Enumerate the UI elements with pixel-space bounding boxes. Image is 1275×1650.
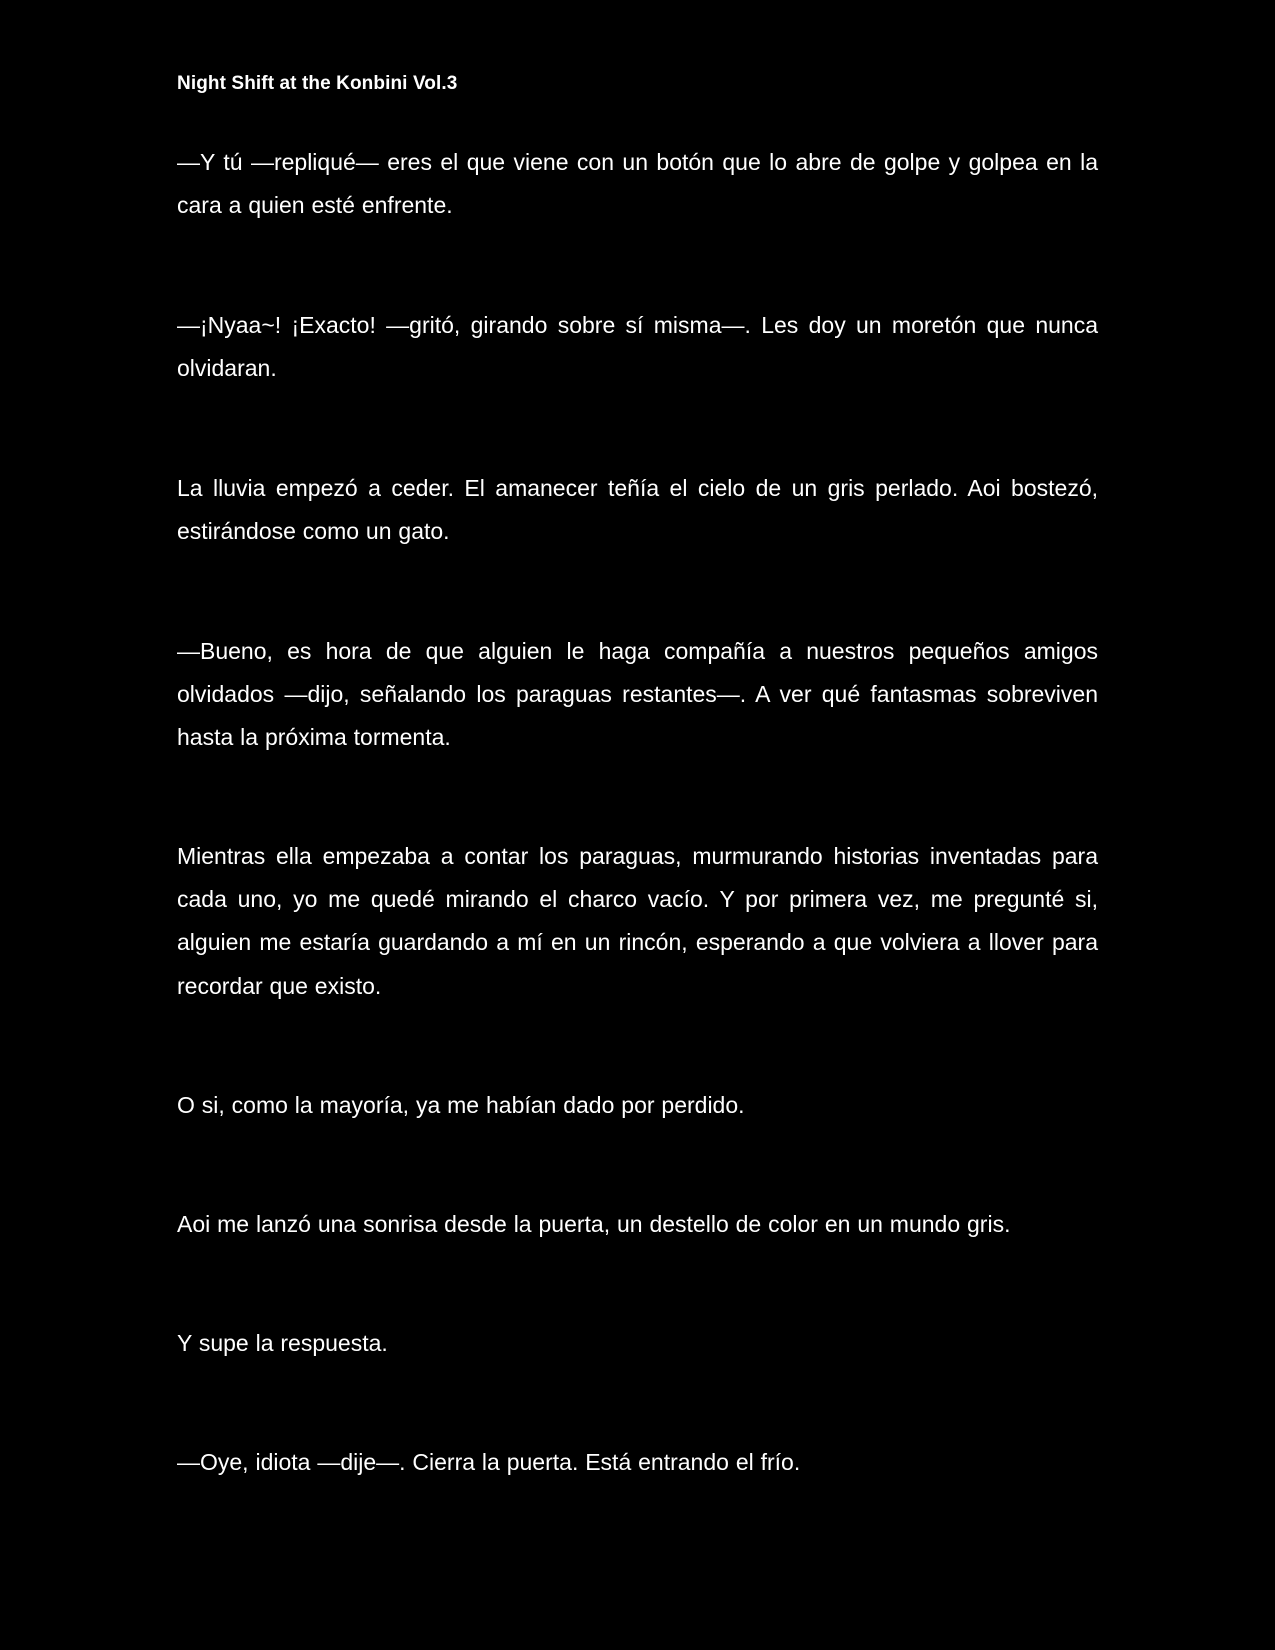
paragraph-6: O si, como la mayoría, ya me habían dado por perdido.: [177, 1092, 745, 1118]
running-header: Night Shift at the Konbini Vol.3: [177, 73, 458, 94]
paragraph-1: —Y tú —repliqué— eres el que viene con un botón que lo abre de golpe y golpea en la cara a quien esté enfrente.: [177, 149, 1098, 219]
paragraph-4: —Bueno, es hora de que alguien le haga compañía a nuestros pequeños amigos olvidados —dijo, señalando los paraguas restantes—. A ver qué fantasmas sobreviven hasta la próxima tormenta.: [177, 638, 1098, 751]
paragraph-7: Aoi me lanzó una sonrisa desde la puerta, un destello de color en un mundo gris.: [177, 1211, 1011, 1237]
paragraph-3: La lluvia empezó a ceder. El amanecer teñía el cielo de un gris perlado. Aoi bostezó, estirándose como un gato.: [177, 475, 1098, 545]
paragraph-9: —Oye, idiota —dije—. Cierra la puerta. Está entrando el frío.: [177, 1449, 801, 1475]
paragraph-8: Y supe la respuesta.: [177, 1330, 388, 1356]
paragraph-2: —¡Nyaa~! ¡Exacto! —gritó, girando sobre sí misma—. Les doy un moretón que nunca olvidaran.: [177, 312, 1098, 382]
paragraph-5: Mientras ella empezaba a contar los paraguas, murmurando historias inventadas para cada uno, yo me quedé mirando el charco vacío. Y por primera vez, me pregunté si, alguien me estaría guardando a mí en un rincón, esperando a que volviera a llover para recordar que existo.: [177, 843, 1098, 999]
